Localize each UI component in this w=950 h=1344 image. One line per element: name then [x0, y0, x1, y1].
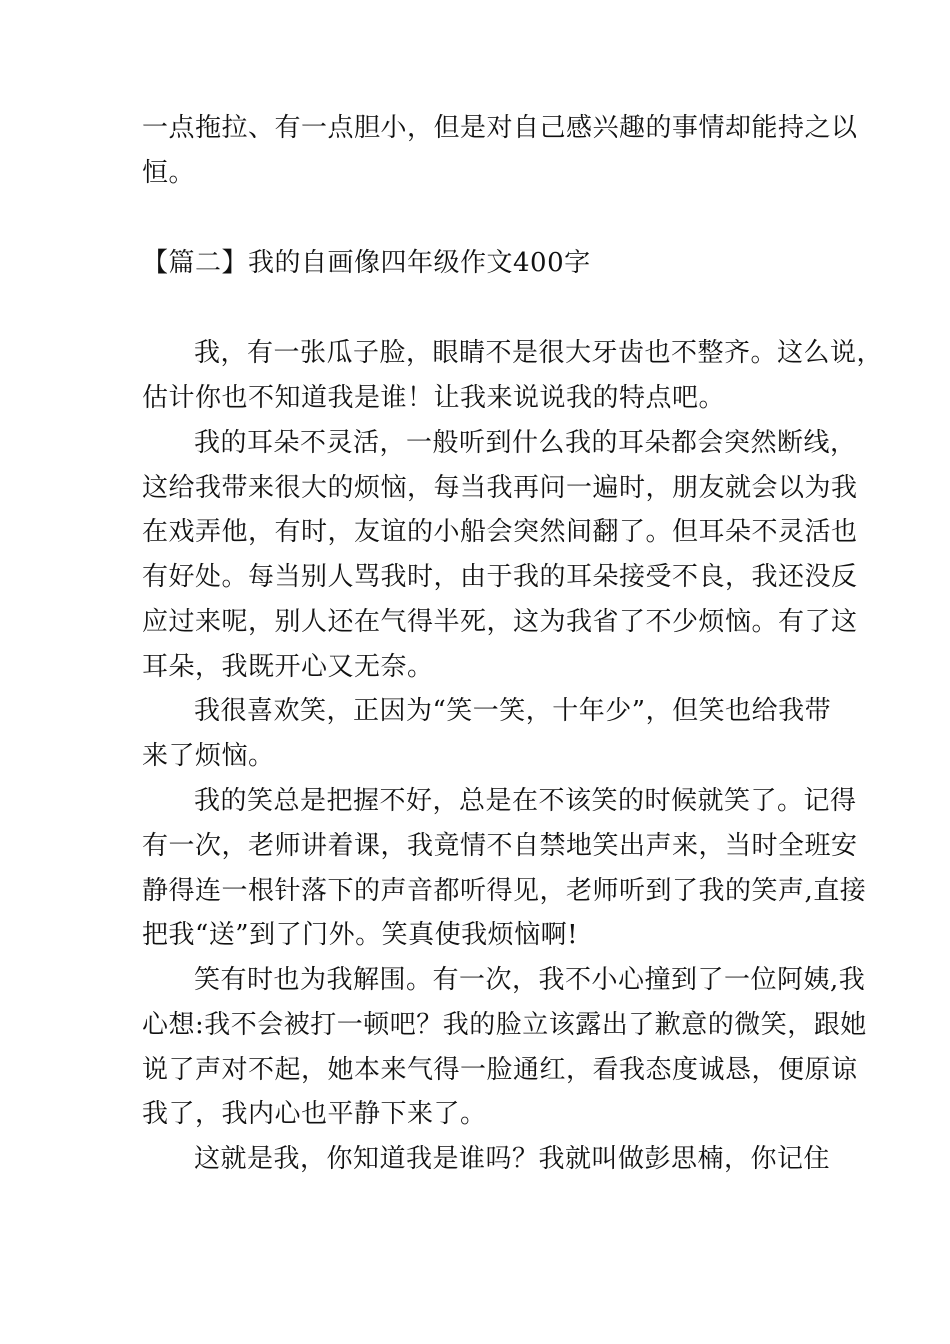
paragraph-line: 耳朵，我既开心又无奈。	[142, 652, 434, 682]
paragraph-line: 说了声对不起，她本来气得一脸通红，看我态度诚恳，便原谅	[142, 1055, 858, 1085]
section-heading: 【篇二】我的自画像四年级作文400字	[142, 248, 591, 278]
paragraph-line: 我了，我内心也平静下来了。	[142, 1099, 487, 1129]
paragraph-line: 心想:我不会被打一顿吧？我的脸立该露出了歉意的微笑，跟她	[142, 1010, 867, 1040]
paragraph-line: 在戏弄他，有时，友谊的小船会突然间翻了。但耳朵不灵活也	[142, 517, 858, 547]
paragraph-line: 估计你也不知道我是谁！让我来说说我的特点吧。	[142, 383, 726, 413]
paragraph-line: 我的耳朵不灵活，一般听到什么我的耳朵都会突然断线，	[194, 428, 857, 458]
paragraph-line: 把我“送”到了门外。笑真使我烦恼啊!	[142, 920, 579, 950]
paragraph-line: 这给我带来很大的烦恼，每当我再问一遍时，朋友就会以为我	[142, 473, 858, 503]
paragraph-line: 静得连一根针落下的声音都听得见，老师听到了我的笑声,直接	[142, 876, 867, 906]
paragraph-line: 我，有一张瓜子脸，眼睛不是很大牙齿也不整齐。这么说，	[194, 338, 884, 368]
paragraph-line: 笑有时也为我解围。有一次，我不小心撞到了一位阿姨,我	[194, 965, 866, 995]
continuation-line: 恒。	[142, 158, 196, 188]
paragraph-line: 应过来呢，别人还在气得半死，这为我省了不少烦恼。有了这	[142, 607, 858, 637]
paragraph-line: 有一次，老师讲着课，我竟情不自禁地笑出声来，当时全班安	[142, 831, 858, 861]
paragraph-line: 我很喜欢笑，正因为“笑一笑，十年少”，但笑也给我带	[194, 696, 832, 726]
paragraph-line: 我的笑总是把握不好，总是在不该笑的时候就笑了。记得	[194, 786, 857, 816]
paragraph-line: 有好处。每当别人骂我时，由于我的耳朵接受不良，我还没反	[142, 562, 858, 592]
continuation-line: 一点拖拉、有一点胆小，但是对自己感兴趣的事情却能持之以	[142, 113, 858, 143]
paragraph-line: 这就是我，你知道我是谁吗？我就叫做彭思楠，你记住	[194, 1144, 831, 1174]
paragraph-line: 来了烦恼。	[142, 741, 275, 771]
